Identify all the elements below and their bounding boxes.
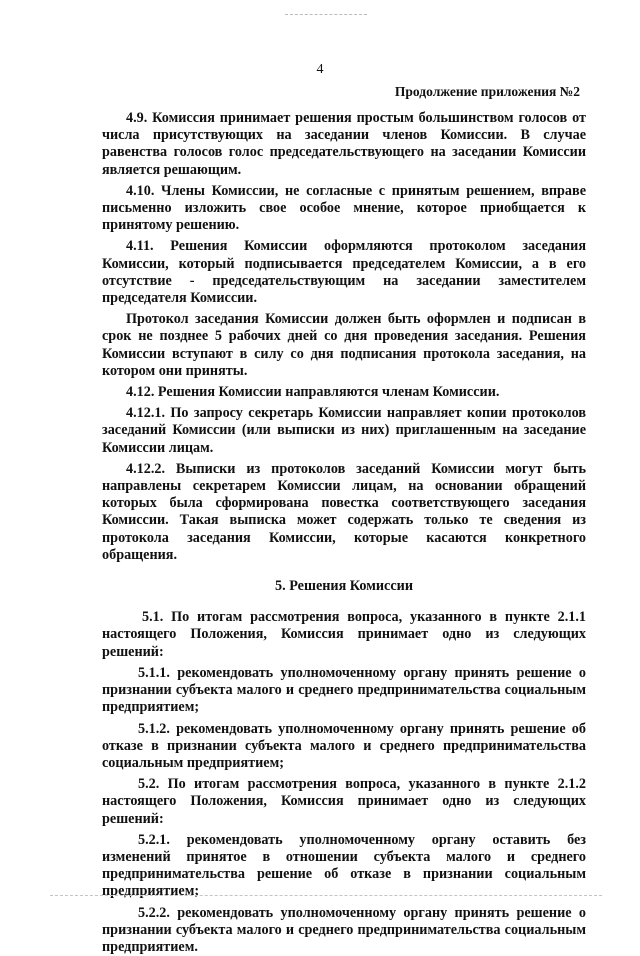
- clause-4-11: 4.11. Решения Комиссии оформляются протоколом заседания Комиссии, который подписывается председателем Комиссии, а в его отсутствие - председательствующим на заседании заместителем председателя Комиссии.: [102, 238, 586, 307]
- clause-4-9: 4.9. Комиссия принимает решения простым большинством голосов от числа присутствующих на заседании членов Комиссии. В случае равенства голосов голос председательствующего на заседании Комиссии является решающим.: [102, 110, 586, 178]
- clause-5-1-2: 5.1.2. рекомендовать уполномоченному органу принять решение об отказе в признании субъекта малого и среднего предпринимательства социальным предприятием;: [102, 720, 586, 771]
- clause-4-12-2: 4.12.2. Выписки из протоколов заседаний Комиссии могут быть направлены секретарем Комиссии лицам, на основании обращений которых была сформирована повестка соответствующего заседания Комиссии. Такая выписка может содержать только те сведения из протокола заседания Комиссии, которые касаются конкретного обращения.: [102, 460, 586, 563]
- clause-4-12: 4.12. Решения Комиссии направляются членам Комиссии.: [126, 384, 500, 401]
- clause-4-12-1: 4.12.1. По запросу секретарь Комиссии направляет копии протоколов заседаний Комиссии (или выписки из них) приглашенным на заседание Комиссии лицам.: [102, 405, 586, 456]
- clause-4-10: 4.10. Члены Комиссии, не согласные с принятым решением, вправе письменно изложить свое особое мнение, которое приобщается к принятому решению.: [102, 182, 586, 234]
- section-5-heading: 5. Решения Комиссии: [275, 578, 413, 595]
- scan-artifact-bottom: [50, 895, 602, 897]
- clause-5-2-2: 5.2.2. рекомендовать уполномоченному органу принять решение о признании субъекта малого и среднего предпринимательства социальным предприятием.: [102, 904, 586, 955]
- protocol-paragraph: Протокол заседания Комиссии должен быть оформлен и подписан в срок не позднее 5 рабочих дней со дня проведения заседания. Решения Комиссии вступают в силу со дня подписания протокола заседания, на котором они приняты.: [102, 311, 586, 379]
- clause-5-1-1: 5.1.1. рекомендовать уполномоченному органу принять решение о признании субъекта малого и среднего предпринимательства социальным предприятием;: [102, 664, 586, 716]
- page-number: 4: [316, 62, 324, 77]
- clause-5-1: 5.1. По итогам рассмотрения вопроса, указанного в пункте 2.1.1 настоящего Положения, Комиссия принимает одно из следующих решений:: [102, 609, 586, 660]
- appendix-continuation-note: Продолжение приложения №2: [394, 84, 580, 99]
- scan-artifact-top: [285, 14, 367, 16]
- clause-5-2: 5.2. По итогам рассмотрения вопроса, указанного в пункте 2.1.2 настоящего Положения, Комиссия принимает одно из следующих решений:: [102, 776, 586, 827]
- clause-5-2-1: 5.2.1. рекомендовать уполномоченному органу оставить без изменений принятое в отношении субъекта малого и среднего предпринимательства решение об отказе в признании социальным предприятием;: [102, 831, 586, 900]
- document-body: [102, 110, 586, 956]
